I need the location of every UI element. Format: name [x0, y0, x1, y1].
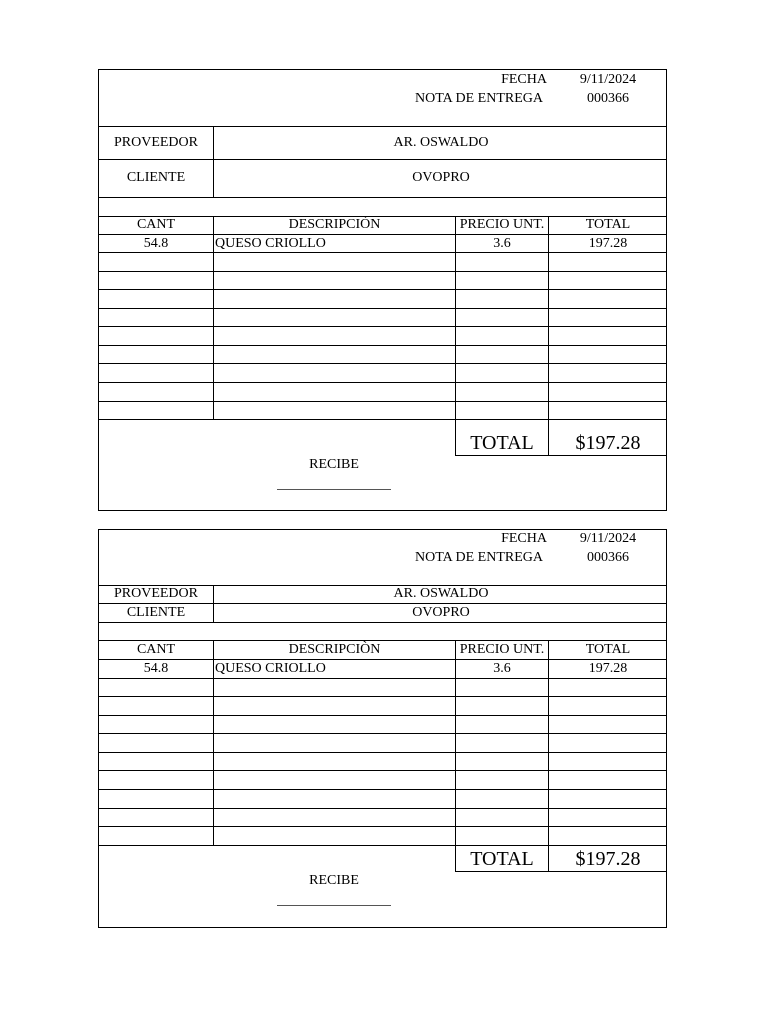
- proveedor-label: PROVEEDOR: [113, 586, 198, 601]
- col-precio-header: PRECIO UNT.: [459, 642, 545, 657]
- item-cant: 54.8: [143, 236, 169, 251]
- grand-total-value: $197.28: [575, 432, 641, 454]
- cliente-label: CLIENTE: [126, 170, 186, 185]
- proveedor-value: AR. OSWALDO: [393, 135, 489, 150]
- signature-line: [277, 905, 391, 906]
- total-label: TOTAL: [470, 432, 534, 454]
- proveedor-label: PROVEEDOR: [113, 135, 198, 150]
- col-precio-header: PRECIO UNT.: [459, 217, 545, 232]
- delivery-note-2: [98, 529, 667, 928]
- cliente-value: OVOPRO: [412, 170, 470, 185]
- item-precio: 3.6: [493, 661, 511, 676]
- fecha-value: 9/11/2024: [579, 531, 637, 546]
- item-cant: 54.8: [143, 661, 169, 676]
- col-total-header: TOTAL: [585, 217, 631, 232]
- delivery-note-1: [98, 69, 667, 511]
- item-precio: 3.6: [493, 236, 511, 251]
- nota-number: 000366: [587, 550, 629, 565]
- item-desc: QUESO CRIOLLO: [215, 236, 326, 251]
- col-cant-header: CANT: [136, 217, 176, 232]
- col-total-header: TOTAL: [585, 642, 631, 657]
- item-total: 197.28: [588, 661, 628, 676]
- col-cant-header: CANT: [136, 642, 176, 657]
- fecha-label: FECHA: [501, 531, 547, 546]
- fecha-label: FECHA: [501, 72, 547, 87]
- cliente-value: OVOPRO: [412, 605, 470, 620]
- col-desc-header: DESCRIPCIÒN: [288, 642, 381, 657]
- nota-label: NOTA DE ENTREGA: [415, 91, 543, 106]
- item-total: 197.28: [588, 236, 628, 251]
- proveedor-value: AR. OSWALDO: [393, 586, 489, 601]
- cliente-label: CLIENTE: [126, 605, 186, 620]
- grand-total-value: $197.28: [575, 848, 641, 870]
- col-desc-header: DESCRIPCIÒN: [288, 217, 381, 232]
- recibe-label: RECIBE: [309, 873, 359, 888]
- total-label: TOTAL: [470, 848, 534, 870]
- recibe-label: RECIBE: [309, 457, 359, 472]
- nota-label: NOTA DE ENTREGA: [415, 550, 543, 565]
- nota-number: 000366: [587, 91, 629, 106]
- signature-line: [277, 489, 391, 490]
- fecha-value: 9/11/2024: [579, 72, 637, 87]
- item-desc: QUESO CRIOLLO: [215, 661, 326, 676]
